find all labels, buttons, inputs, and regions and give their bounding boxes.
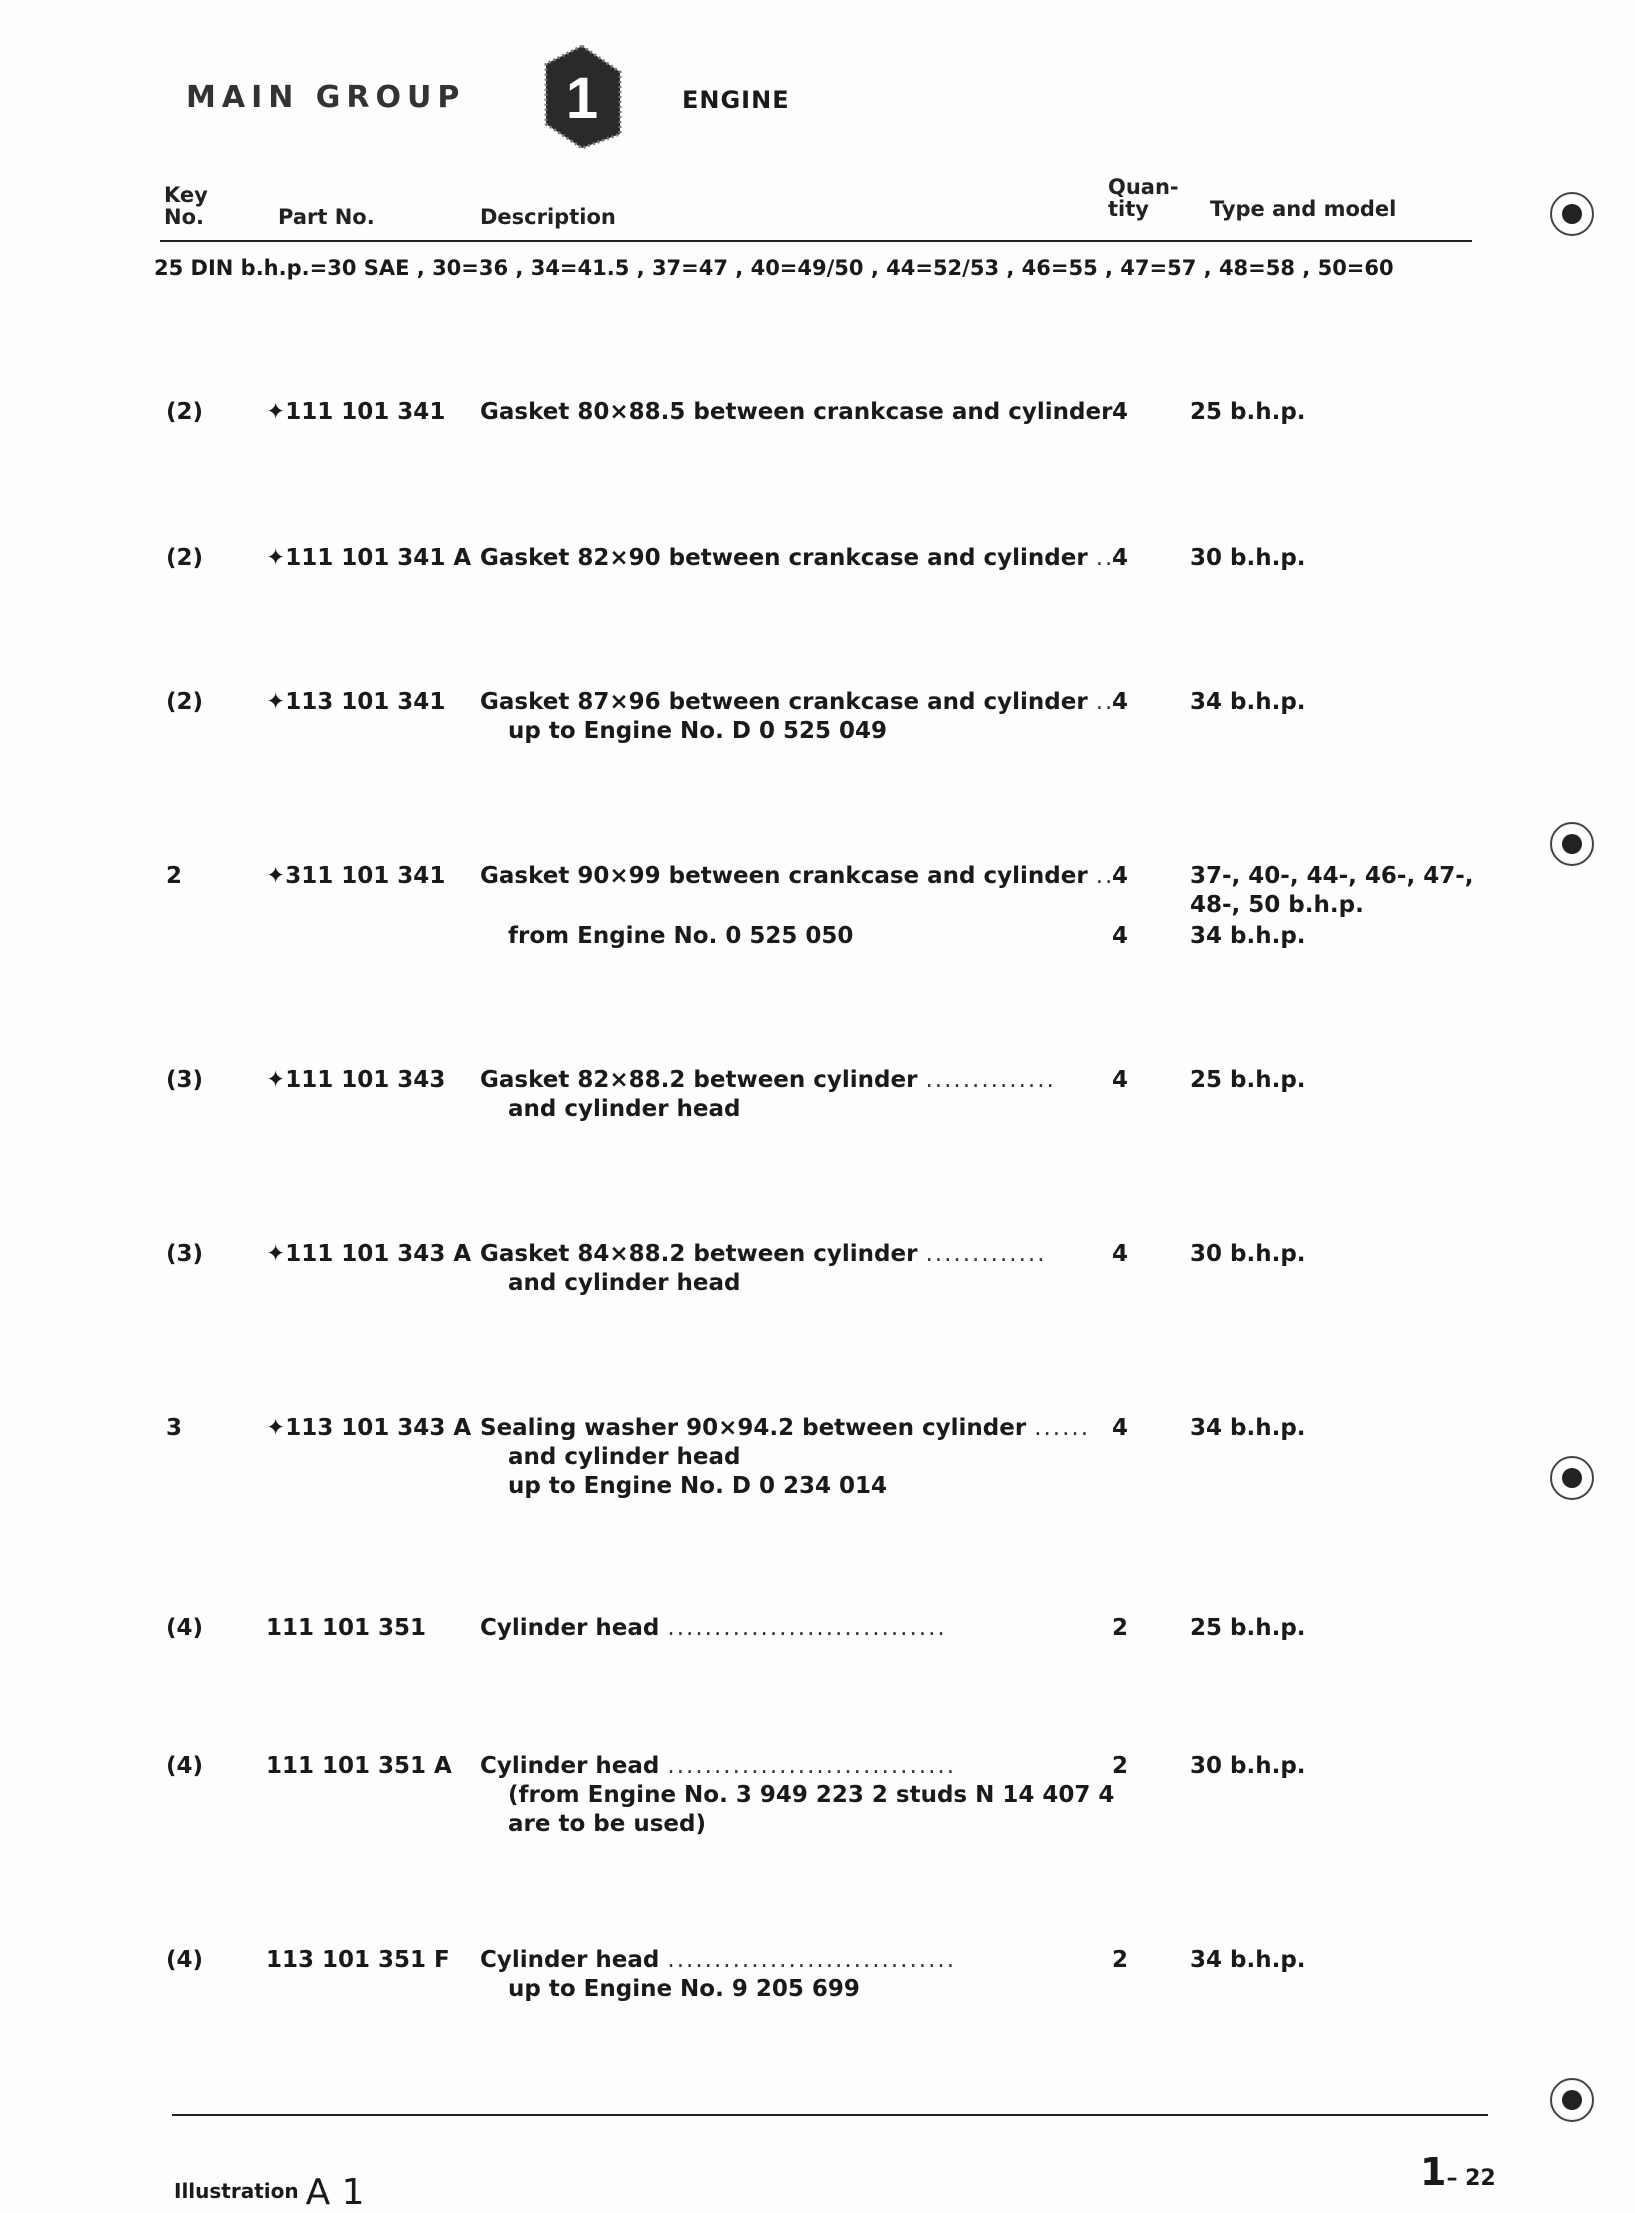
key-number: (2) [166, 399, 204, 425]
page-number [1420, 2150, 1496, 2194]
description-text [480, 1066, 1080, 1095]
description-main: Gasket 87×96 between crankcase and cylinder [480, 689, 1088, 715]
hp-equivalence-line: 25 DIN b.h.p.=30 SAE , 30=36 , 34=41.5 , 37=47 , 40=49/50 , 44=52/53 , 46=55 , 47=57 , 48=58 , 50=60 [154, 256, 1394, 280]
quantity: 4 [1112, 1415, 1129, 1441]
description-note: up to Engine No. 9 205 699 [508, 1976, 860, 2002]
description-main: Cylinder head [480, 1947, 660, 1973]
description-text [480, 544, 1115, 573]
description-main: Gasket 82×90 between crankcase and cylinder [480, 545, 1088, 571]
leader-dots: ............. [925, 1241, 1047, 1267]
leader-dots: ............................... [667, 1947, 957, 1973]
key-number: 3 [166, 1415, 183, 1441]
part-number: ✦111 101 343 [266, 1067, 446, 1093]
description-text [480, 688, 1115, 717]
part-number: 113 101 351 F [266, 1947, 450, 1973]
part-number: 111 101 351 [266, 1615, 427, 1641]
description [480, 862, 1115, 891]
description [480, 1614, 1080, 1643]
type-model: 30 b.h.p. [1190, 545, 1306, 571]
leader-dots: .. [1095, 689, 1115, 715]
key-number: 2 [166, 863, 183, 889]
punch-hole [1550, 2078, 1594, 2122]
leader-dots: .............................. [667, 1615, 947, 1641]
description-note: up to Engine No. D 0 525 049 [508, 718, 887, 744]
description [480, 1066, 1080, 1124]
quantity: 4 [1112, 1241, 1129, 1267]
description-main: Sealing washer 90×94.2 between cylinder [480, 1415, 1027, 1441]
type-model: 30 b.h.p. [1190, 1241, 1306, 1267]
section-title: ENGINE [682, 86, 790, 114]
illustration-ref: A 1 [305, 2172, 365, 2213]
leader-dots: .. [1095, 545, 1115, 571]
quantity: 2 [1112, 1615, 1129, 1641]
key-number: (4) [166, 1753, 204, 1779]
type-model: 34 b.h.p. [1190, 923, 1306, 949]
col-type-header: Type and model [1210, 197, 1397, 221]
description [480, 922, 1080, 951]
key-number: (3) [166, 1067, 204, 1093]
type-model: 30 b.h.p. [1190, 1753, 1306, 1779]
quantity: 4 [1112, 689, 1129, 715]
type-model: 37-, 40-, 44-, 46-, 47-, 48-, 50 b.h.p. [1190, 863, 1474, 918]
col-description-header: Description [480, 205, 616, 229]
key-number: (2) [166, 545, 204, 571]
type-model: 25 b.h.p. [1190, 399, 1306, 425]
illustration-label: Illustration [174, 2179, 299, 2203]
type-model: 34 b.h.p. [1190, 689, 1306, 715]
leader-dots: ............................... [667, 1753, 957, 1779]
description-note: and cylinder head [508, 1270, 741, 1296]
footer-rule [172, 2114, 1488, 2116]
description-text [480, 1414, 1091, 1443]
description-text [480, 1240, 1080, 1269]
part-number: ✦111 101 341 [266, 399, 446, 425]
header-rule [160, 240, 1472, 242]
main-group-label: MAIN GROUP [186, 80, 466, 115]
description-text [480, 922, 1080, 951]
col-key-header: Key No. [164, 183, 208, 229]
description-main: Gasket 84×88.2 between cylinder [480, 1241, 918, 1267]
punch-hole [1550, 1456, 1594, 1500]
illustration-reference [174, 2172, 365, 2213]
part-number: ✦111 101 343 A [266, 1241, 472, 1267]
description-main: from Engine No. 0 525 050 [508, 923, 854, 949]
description-text [480, 398, 1113, 427]
part-number: ✦311 101 341 [266, 863, 446, 889]
description-note: up to Engine No. D 0 234 014 [508, 1473, 887, 1499]
description [480, 398, 1113, 427]
col-part-header: Part No. [278, 205, 375, 229]
group-number: 1 [565, 66, 599, 131]
type-model: 25 b.h.p. [1190, 1067, 1306, 1093]
quantity: 4 [1112, 1067, 1129, 1093]
description-text [480, 1752, 1080, 1781]
part-number: ✦113 101 341 [266, 689, 446, 715]
description-note: are to be used) [508, 1811, 706, 1837]
description-note: and cylinder head [508, 1444, 741, 1470]
description-text [480, 1946, 1080, 1975]
leader-dots: .............. [925, 1067, 1056, 1093]
description-main: Cylinder head [480, 1753, 660, 1779]
description-main: Gasket 80×88.5 between crankcase and cylinder [480, 399, 1113, 425]
key-number: (4) [166, 1947, 204, 1973]
description [480, 1946, 1080, 2004]
leader-dots: ...... [1034, 1415, 1091, 1441]
punch-hole [1550, 822, 1594, 866]
type-model: 34 b.h.p. [1190, 1415, 1306, 1441]
punch-hole [1550, 192, 1594, 236]
description-main: Cylinder head [480, 1615, 660, 1641]
description-note: and cylinder head [508, 1096, 741, 1122]
leader-dots: .. [1095, 863, 1115, 889]
type-model: 34 b.h.p. [1190, 1947, 1306, 1973]
description [480, 688, 1115, 746]
col-quantity-header: Quan- tity [1108, 175, 1179, 221]
quantity: 4 [1112, 923, 1129, 949]
description-text [480, 1614, 1080, 1643]
description [480, 1414, 1091, 1501]
description [480, 1240, 1080, 1298]
part-number: ✦113 101 343 A [266, 1415, 472, 1441]
description-main: Gasket 82×88.2 between cylinder [480, 1067, 918, 1093]
key-number: (3) [166, 1241, 204, 1267]
page-minor: – 22 [1446, 2166, 1496, 2191]
description-text [480, 862, 1115, 891]
part-number: ✦111 101 341 A [266, 545, 472, 571]
group-number-badge [540, 42, 624, 152]
part-number: 111 101 351 A [266, 1753, 452, 1779]
quantity: 4 [1112, 545, 1129, 571]
description [480, 1752, 1115, 1839]
quantity: 4 [1112, 863, 1129, 889]
quantity: 2 [1112, 1753, 1129, 1779]
page-major: 1 [1420, 2150, 1447, 2194]
description-main: Gasket 90×99 between crankcase and cylinder [480, 863, 1088, 889]
key-number: (2) [166, 689, 204, 715]
description-note: (from Engine No. 3 949 223 2 studs N 14 407 4 [508, 1782, 1115, 1808]
key-number: (4) [166, 1615, 204, 1641]
quantity: 4 [1112, 399, 1129, 425]
description [480, 544, 1115, 573]
quantity: 2 [1112, 1947, 1129, 1973]
type-model: 25 b.h.p. [1190, 1615, 1306, 1641]
